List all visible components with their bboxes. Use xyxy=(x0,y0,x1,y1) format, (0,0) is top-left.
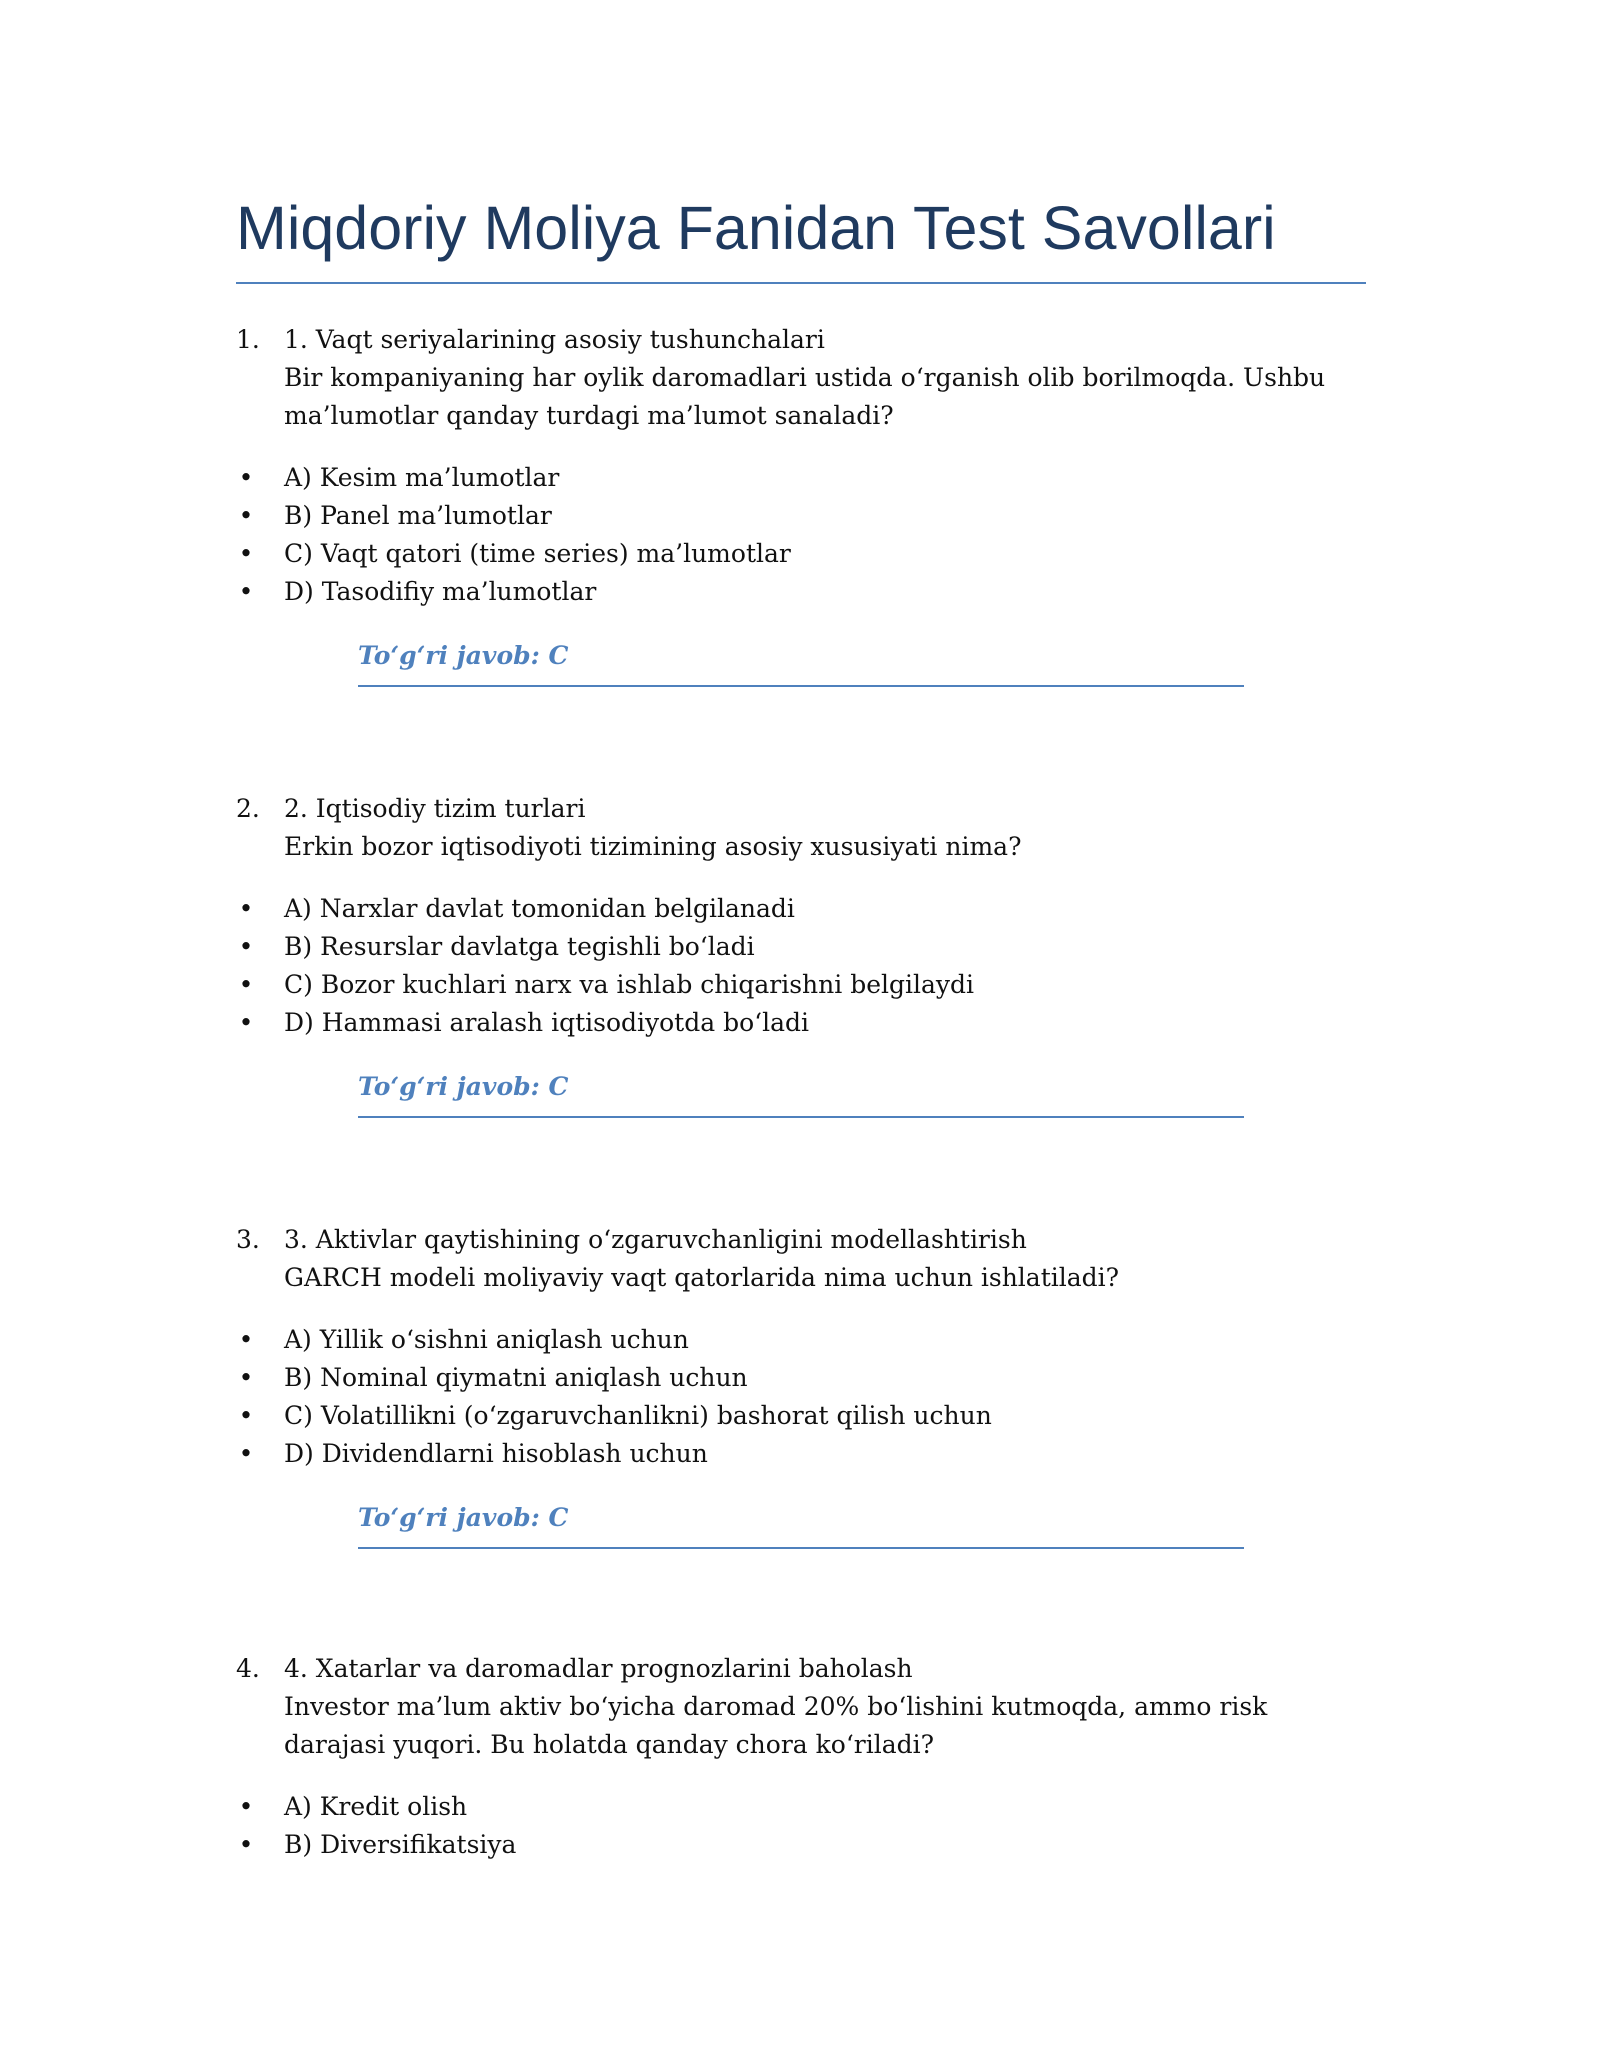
question-text: Erkin bozor iqtisodiyoti tizimining asosiy xususiyati nima? xyxy=(284,832,1022,861)
question-text: GARCH modeli moliyaviy vaqt qatorlarida nima uchun ishlatiladi? xyxy=(284,1263,1120,1292)
document-title: Miqdoriy Moliya Fanidan Test Savollari xyxy=(236,194,1276,262)
bullet-icon: • xyxy=(238,463,254,492)
question-number: 2. xyxy=(236,794,260,823)
bullet-icon: • xyxy=(238,501,254,530)
option-list xyxy=(236,459,1366,611)
question-text: Investor ma’lum aktiv bo‘yicha daromad 20% bo‘lishini kutmoqda, ammo risk darajasi yuqori. Bu holatda qanday chora ko‘riladi? xyxy=(284,1692,1268,1759)
question-header xyxy=(236,790,1366,866)
option-b xyxy=(236,1359,1366,1397)
bullet-icon: • xyxy=(238,1439,254,1468)
bullet-icon: • xyxy=(238,1401,254,1430)
option-b xyxy=(236,1826,1366,1864)
option-list xyxy=(236,1788,1366,1864)
option-label: D) Dividendlarni hisoblash uchun xyxy=(284,1439,708,1468)
bullet-icon: • xyxy=(238,1792,254,1821)
option-label: B) Diversifikatsiya xyxy=(284,1830,517,1859)
option-a xyxy=(236,1788,1366,1826)
option-label: A) Narxlar davlat tomonidan belgilanadi xyxy=(284,894,795,923)
option-b xyxy=(236,497,1366,535)
bullet-icon: • xyxy=(238,577,254,606)
question-title: 2. Iqtisodiy tizim turlari xyxy=(284,794,586,823)
question-text: Bir kompaniyaning har oylik daromadlari ustida o‘rganish olib borilmoqda. Ushbu ma’lumotlar qanday turdagi ma’lumot sanaladi? xyxy=(284,363,1326,430)
option-c xyxy=(236,966,1366,1004)
correct-answer: To‘g‘ri javob: C xyxy=(358,637,1244,687)
question-header xyxy=(236,321,1366,435)
question-2 xyxy=(236,790,1366,1118)
option-b xyxy=(236,928,1366,966)
bullet-icon: • xyxy=(238,932,254,961)
bullet-icon: • xyxy=(238,539,254,568)
option-d xyxy=(236,573,1366,611)
bullet-icon: • xyxy=(238,1830,254,1859)
option-label: B) Panel ma’lumotlar xyxy=(284,501,552,530)
question-4 xyxy=(236,1650,1366,1880)
option-c xyxy=(236,1397,1366,1435)
question-number: 4. xyxy=(236,1654,260,1683)
option-d xyxy=(236,1435,1366,1473)
option-label: B) Resurslar davlatga tegishli bo‘ladi xyxy=(284,932,755,961)
option-label: A) Kredit olish xyxy=(284,1792,468,1821)
option-d xyxy=(236,1004,1366,1042)
option-label: B) Nominal qiymatni aniqlash uchun xyxy=(284,1363,748,1392)
question-1 xyxy=(236,321,1366,687)
question-header xyxy=(236,1221,1366,1297)
option-label: D) Tasodifiy ma’lumotlar xyxy=(284,577,597,606)
question-header xyxy=(236,1650,1366,1764)
question-title: 4. Xatarlar va daromadlar prognozlarini baholash xyxy=(284,1654,913,1683)
option-label: C) Volatillikni (o‘zgaruvchanlikni) bashorat qilish uchun xyxy=(284,1401,992,1430)
option-list xyxy=(236,890,1366,1042)
question-title: 1. Vaqt seriyalarining asosiy tushunchalari xyxy=(284,325,825,354)
question-number: 1. xyxy=(236,325,260,354)
bullet-icon: • xyxy=(238,1363,254,1392)
option-c xyxy=(236,535,1366,573)
question-title: 3. Aktivlar qaytishining o‘zgaruvchanligini modellashtirish xyxy=(284,1225,1027,1254)
title-underline xyxy=(236,282,1366,284)
correct-answer: To‘g‘ri javob: C xyxy=(358,1499,1244,1549)
question-number: 3. xyxy=(236,1225,260,1254)
option-label: A) Kesim ma’lumotlar xyxy=(284,463,560,492)
option-a xyxy=(236,1321,1366,1359)
option-list xyxy=(236,1321,1366,1473)
question-3 xyxy=(236,1221,1366,1549)
option-a xyxy=(236,459,1366,497)
bullet-icon: • xyxy=(238,894,254,923)
correct-answer: To‘g‘ri javob: C xyxy=(358,1068,1244,1118)
bullet-icon: • xyxy=(238,970,254,999)
option-label: D) Hammasi aralash iqtisodiyotda bo‘ladi xyxy=(284,1008,809,1037)
option-label: A) Yillik o‘sishni aniqlash uchun xyxy=(284,1325,689,1354)
option-label: C) Bozor kuchlari narx va ishlab chiqarishni belgilaydi xyxy=(284,970,975,999)
bullet-icon: • xyxy=(238,1325,254,1354)
bullet-icon: • xyxy=(238,1008,254,1037)
option-a xyxy=(236,890,1366,928)
option-label: C) Vaqt qatori (time series) ma’lumotlar xyxy=(284,539,791,568)
